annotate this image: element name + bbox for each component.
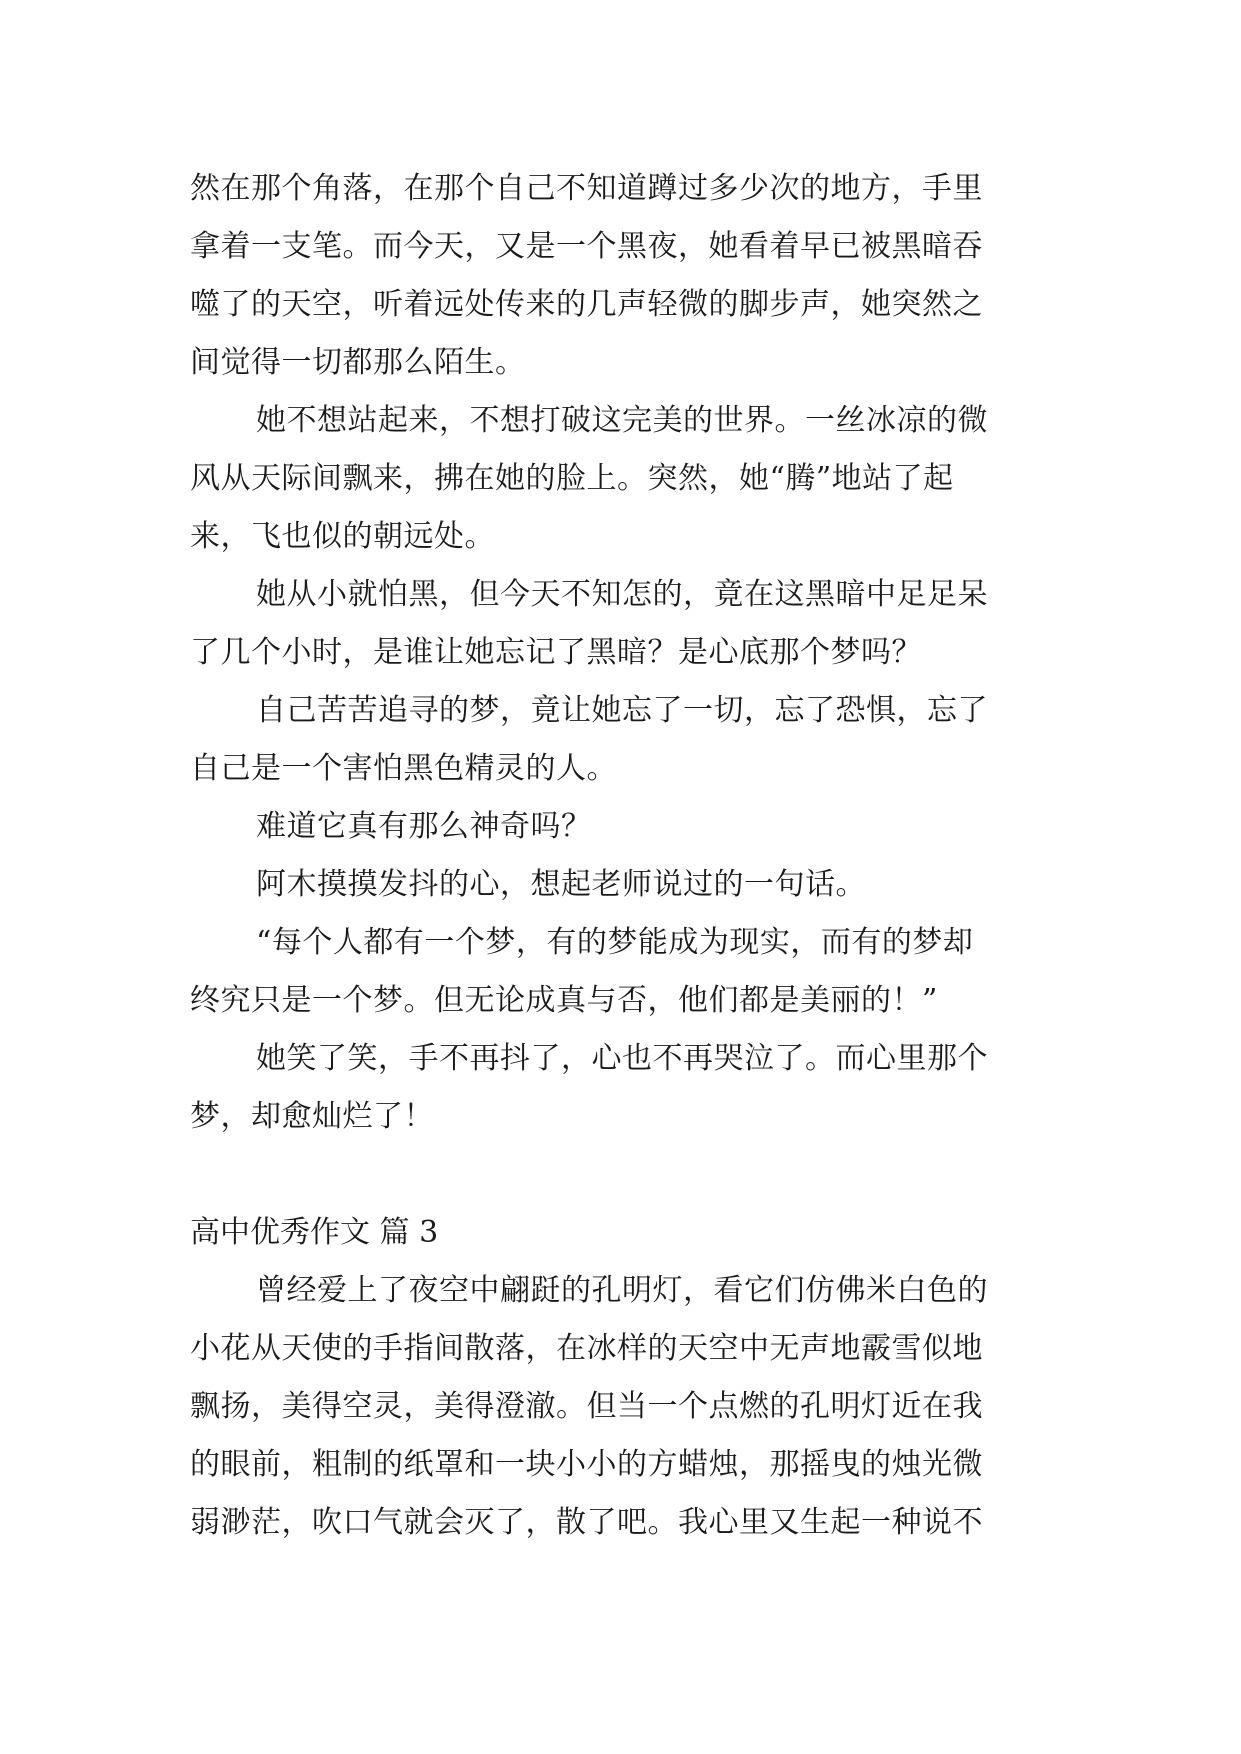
text-line: 拿着一支笔。而今天，又是一个黑夜，她看着早已被黑暗吞 xyxy=(190,229,983,264)
text-line: 的眼前，粗制的纸罩和一块小小的方蜡烛，那摇曳的烛光微 xyxy=(190,1447,983,1482)
text-line: 飘扬，美得空灵，美得澄澈。但当一个点燃的孔明灯近在我 xyxy=(190,1389,983,1424)
text-line: 她笑了笑，手不再抖了，心也不再哭泣了。而心里那个 xyxy=(256,1041,988,1076)
essay-3-heading: 高中优秀作文 篇 3 xyxy=(190,1215,439,1250)
text-line: 然在那个角落，在那个自己不知道蹲过多少次的地方，手里 xyxy=(190,171,983,206)
text-line: 弱渺茫，吹口气就会灭了，散了吧。我心里又生起一种说不 xyxy=(190,1505,983,1540)
text-line: 她不想站起来，不想打破这完美的世界。一丝冰凉的微 xyxy=(256,403,988,438)
text-line: “每个人都有一个梦，有的梦能成为现实，而有的梦却 xyxy=(256,925,974,960)
text-line: 她从小就怕黑，但今天不知怎的，竟在这黑暗中足足呆 xyxy=(256,577,988,612)
text-line: 难道它真有那么神奇吗？ xyxy=(256,809,592,844)
text-line: 曾经爱上了夜空中翩跹的孔明灯，看它们仿佛米白色的 xyxy=(256,1273,988,1308)
text-line: 了几个小时，是谁让她忘记了黑暗？是心底那个梦吗？ xyxy=(190,635,922,670)
text-line: 来，飞也似的朝远处。 xyxy=(190,519,495,554)
text-line: 自己是一个害怕黑色精灵的人。 xyxy=(190,751,617,786)
text-line: 自己苦苦追寻的梦，竟让她忘了一切，忘了恐惧，忘了 xyxy=(256,693,988,728)
text-line: 阿木摸摸发抖的心，想起老师说过的一句话。 xyxy=(256,867,866,902)
text-line: 噬了的天空，听着远处传来的几声轻微的脚步声，她突然之 xyxy=(190,287,983,322)
text-line: 终究只是一个梦。但无论成真与否，他们都是美丽的！” xyxy=(190,983,938,1018)
essay-3-body xyxy=(190,1262,1058,1552)
text-line: 间觉得一切都那么陌生。 xyxy=(190,345,526,380)
text-line: 风从天际间飘来，拂在她的脸上。突然，她“腾”地站了起 xyxy=(190,461,954,496)
essay-2-continuation xyxy=(190,160,1058,1146)
text-line: 小花从天使的手指间散落，在冰样的天空中无声地霰雪似地 xyxy=(190,1331,983,1366)
text-line: 梦，却愈灿烂了！ xyxy=(190,1099,434,1134)
document-page xyxy=(190,160,1058,1552)
